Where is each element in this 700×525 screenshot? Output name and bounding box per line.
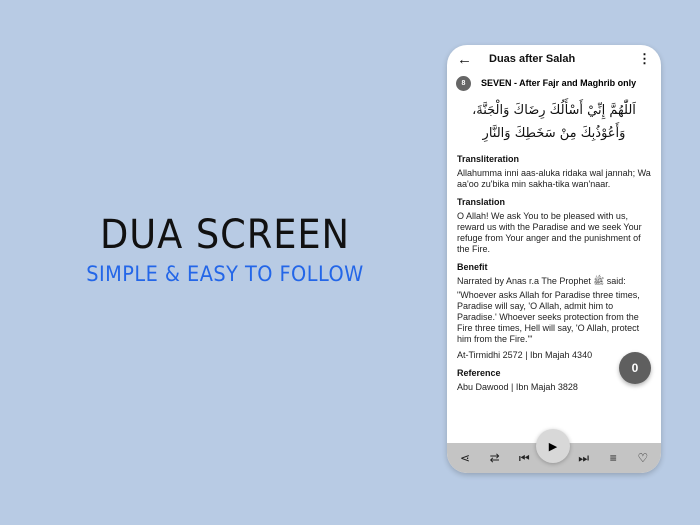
dua-content — [447, 154, 661, 393]
share-icon[interactable]: ⋖ — [459, 451, 471, 465]
more-vert-icon[interactable]: ⋮ — [638, 51, 651, 66]
benefit-intro: Narrated by Anas r.a The Prophet ﷺ said: — [457, 276, 626, 286]
dua-header — [447, 73, 661, 93]
transliteration-text: Allahumma inni aas-aluka ridaka wal jannah; Wa aa'oo zu'bika min sakha-tika wan'naar. — [457, 168, 651, 189]
playlist-icon[interactable]: ≡ — [609, 451, 617, 465]
favorite-icon[interactable]: ♡ — [637, 451, 649, 465]
back-arrow-icon[interactable]: ← — [457, 50, 472, 68]
translation-text: O Allah! We ask You to be pleased with us, reward us with the Paradise and we seek Your refuge from Your anger and the punishment of the Fire. — [457, 211, 642, 254]
dua-number-badge: 8 — [456, 76, 471, 91]
page-title: Duas after Salah — [489, 53, 576, 65]
benefit-heading: Benefit — [457, 262, 488, 272]
arabic-text — [447, 93, 661, 147]
reference-text: Abu Dawood | Ibn Majah 3828 — [457, 382, 578, 392]
play-button[interactable] — [536, 429, 570, 463]
hero-title: DUA SCREEN — [99, 212, 351, 258]
benefit-source: At-Tirmidhi 2572 | Ibn Majah 4340 — [457, 350, 593, 360]
translation-heading: Translation — [457, 197, 506, 207]
arabic-line: وَأَعُوْذُبِكَ مِنْ سَخَطِكَ وَالنَّارِ — [482, 126, 626, 141]
previous-icon[interactable]: ⏮ — [518, 450, 530, 465]
next-icon[interactable]: ⏭ — [578, 450, 590, 465]
app-bar — [447, 45, 661, 73]
play-icon: ▶ — [548, 440, 558, 453]
hero-subtitle: SIMPLE & EASY TO FOLLOW — [86, 262, 364, 286]
transliteration-heading: Transliteration — [457, 154, 520, 164]
phone-screen — [447, 45, 661, 473]
arabic-line: اَللّٰهُمَّ إِنِّيْ أَسْأَلُكَ رِضَاكَ وَالْجَنَّةَ، — [472, 103, 636, 118]
reference-heading: Reference — [457, 368, 501, 378]
benefit-text: "Whoever asks Allah for Paradise three times, Paradise will say, 'O Allah, admit him to Paradise.' Whoever seeks protection from the Fire three times, Hell will say, 'O Allah, protect him from the Fire.'" — [457, 290, 640, 344]
counter-button[interactable]: 0 — [619, 352, 651, 384]
dua-title: SEVEN - After Fajr and Maghrib only — [481, 78, 637, 88]
hero — [60, 212, 390, 286]
repeat-icon[interactable]: ⇄ — [489, 451, 500, 465]
